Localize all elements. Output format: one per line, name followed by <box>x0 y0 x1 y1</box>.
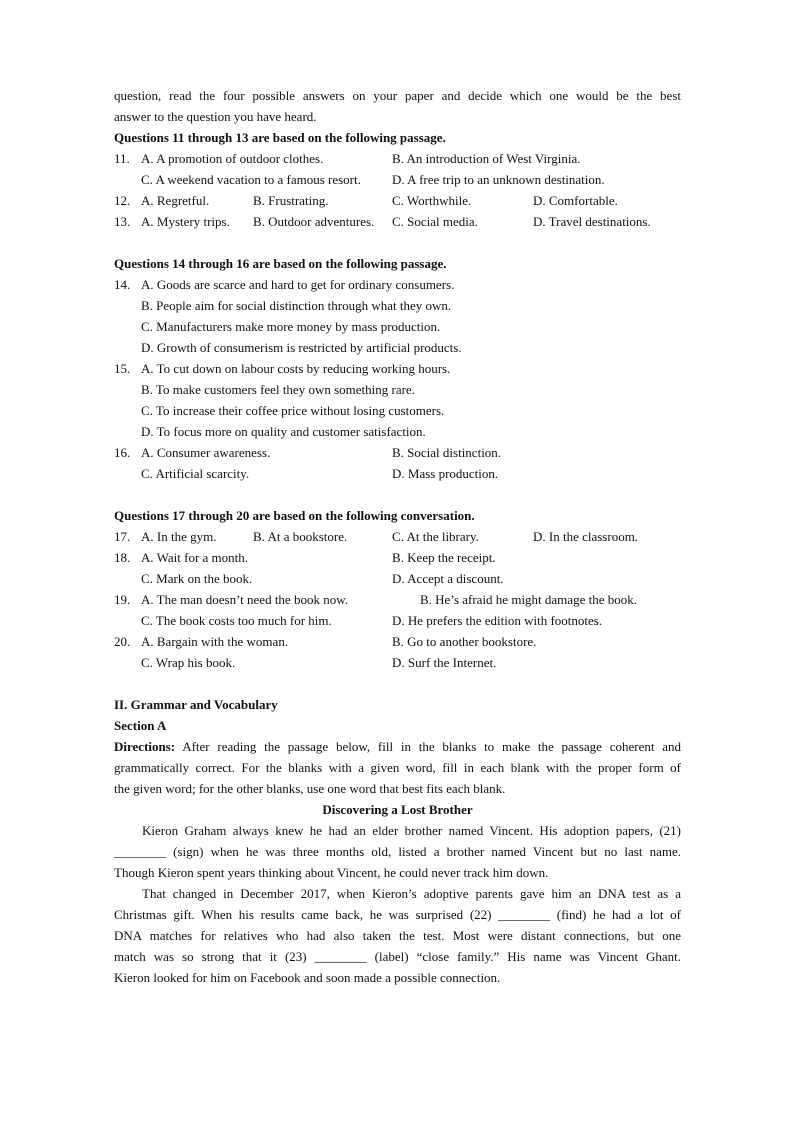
section-label: Section A <box>114 718 167 733</box>
question-15-d <box>114 421 681 442</box>
document-page <box>114 85 681 988</box>
option-a: A. Mystery trips. <box>141 214 230 229</box>
option-c: C. Wrap his book. <box>141 655 236 670</box>
question-17 <box>114 526 681 547</box>
option-a: A. To cut down on labour costs by reducing working hours. <box>141 361 451 376</box>
question-number: 12. <box>114 193 131 208</box>
directions-line <box>114 736 681 757</box>
question-18-line-1 <box>114 547 681 568</box>
question-20-line-2 <box>114 652 681 673</box>
option-d: D. Surf the Internet. <box>392 655 497 670</box>
option-c: C. Manufacturers make more money by mass production. <box>141 319 441 334</box>
option-c: C. At the library. <box>392 529 479 544</box>
group-heading: Questions 14 through 16 are based on the following passage. <box>114 256 447 271</box>
option-d: D. In the classroom. <box>533 529 639 544</box>
option-d: D. A free trip to an unknown destination. <box>392 172 605 187</box>
passage-line: ________ (sign) when he was three months old, listed a brother named Vincent but no last name. <box>114 844 681 859</box>
passage-line: match was so strong that it (23) ________ (label) “close family.” His name was Vincent Ghant. <box>114 949 681 964</box>
question-20-line-1 <box>114 631 681 652</box>
option-c: C. The book costs too much for him. <box>141 613 332 628</box>
question-14-d <box>114 337 681 358</box>
passage-line: DNA matches for relatives who had also taken the test. Most were distant connections, but one <box>114 928 681 943</box>
question-15-c <box>114 400 681 421</box>
option-c: C. To increase their coffee price without losing customers. <box>141 403 445 418</box>
option-a: A. Goods are scarce and hard to get for ordinary consumers. <box>141 277 455 292</box>
intro-line: question, read the four possible answers on your paper and decide which one would be the best <box>114 88 681 103</box>
option-d: D. Growth of consumerism is restricted by artificial products. <box>141 340 462 355</box>
question-11-line-2 <box>114 169 681 190</box>
passage-line: That changed in December 2017, when Kieron’s adoptive parents gave him an DNA test as a <box>142 886 681 901</box>
question-number: 15. <box>114 361 131 376</box>
option-a: A. Consumer awareness. <box>141 445 271 460</box>
option-c: C. Artificial scarcity. <box>141 466 250 481</box>
option-c: C. Social media. <box>392 214 478 229</box>
question-14-b <box>114 295 681 316</box>
question-16-line-1 <box>114 442 681 463</box>
option-d: D. Comfortable. <box>533 193 618 208</box>
option-b: B. Social distinction. <box>392 445 502 460</box>
question-19-line-2 <box>114 610 681 631</box>
option-a: A. Bargain with the woman. <box>141 634 289 649</box>
spacer <box>114 484 681 505</box>
option-b: B. At a bookstore. <box>253 529 348 544</box>
group-heading: Questions 17 through 20 are based on the following conversation. <box>114 508 475 523</box>
option-d: D. Mass production. <box>392 466 499 481</box>
option-b: B. Go to another bookstore. <box>392 634 537 649</box>
option-d: D. To focus more on quality and customer satisfaction. <box>141 424 426 439</box>
option-c: C. Mark on the book. <box>141 571 253 586</box>
question-number: 18. <box>114 550 131 565</box>
question-11-line-1 <box>114 148 681 169</box>
option-b: B. Keep the receipt. <box>392 550 496 565</box>
option-d: D. He prefers the edition with footnotes. <box>392 613 603 628</box>
option-a: A. In the gym. <box>141 529 217 544</box>
passage-line: Christmas gift. When his results came back, he was surprised (22) ________ (find) he had a lot of <box>114 907 681 922</box>
option-a: A. Wait for a month. <box>141 550 249 565</box>
section-title: II. Grammar and Vocabulary <box>114 697 278 712</box>
option-d: D. Travel destinations. <box>533 214 651 229</box>
directions-line: grammatically correct. For the blanks with a given word, fill in each blank with the proper form of <box>114 760 681 775</box>
question-15-b <box>114 379 681 400</box>
question-12 <box>114 190 681 211</box>
group-heading: Questions 11 through 13 are based on the following passage. <box>114 130 446 145</box>
option-b: B. Outdoor adventures. <box>253 214 375 229</box>
spacer <box>114 232 681 253</box>
question-16-line-2 <box>114 463 681 484</box>
question-14-a <box>114 274 681 295</box>
passage-line: Kieron Graham always knew he had an elder brother named Vincent. His adoption papers, (21) <box>142 823 681 838</box>
option-c: C. Worthwhile. <box>392 193 472 208</box>
option-b: B. To make customers feel they own something rare. <box>141 382 415 397</box>
question-number: 13. <box>114 214 131 229</box>
option-a: A. Regretful. <box>141 193 210 208</box>
question-number: 20. <box>114 634 131 649</box>
option-b: B. Frustrating. <box>253 193 329 208</box>
option-d: D. Accept a discount. <box>392 571 504 586</box>
directions-line: the given word; for the other blanks, use one word that best fits each blank. <box>114 781 506 796</box>
option-b: B. He’s afraid he might damage the book. <box>420 592 637 607</box>
passage-line: Though Kieron spent years thinking about Vincent, he could never track him down. <box>114 865 549 880</box>
question-13 <box>114 211 681 232</box>
question-number: 14. <box>114 277 131 292</box>
question-number: 11. <box>114 151 130 166</box>
option-b: B. People aim for social distinction through what they own. <box>141 298 452 313</box>
option-b: B. An introduction of West Virginia. <box>392 151 581 166</box>
question-14-c <box>114 316 681 337</box>
question-number: 16. <box>114 445 131 460</box>
question-number: 17. <box>114 529 131 544</box>
directions-text: After reading the passage below, fill in the blanks to make the passage coherent and <box>175 739 681 754</box>
directions-label: Directions: <box>114 739 176 754</box>
option-a: A. The man doesn’t need the book now. <box>141 592 348 607</box>
intro-line: answer to the question you have heard. <box>114 109 317 124</box>
question-19-line-1 <box>114 589 681 610</box>
spacer <box>114 673 681 694</box>
option-c: C. A weekend vacation to a famous resort. <box>141 172 361 187</box>
question-15-a <box>114 358 681 379</box>
question-number: 19. <box>114 592 131 607</box>
question-18-line-2 <box>114 568 681 589</box>
passage-title: Discovering a Lost Brother <box>322 802 473 817</box>
option-a: A. A promotion of outdoor clothes. <box>141 151 324 166</box>
passage-line: Kieron looked for him on Facebook and soon made a possible connection. <box>114 970 501 985</box>
